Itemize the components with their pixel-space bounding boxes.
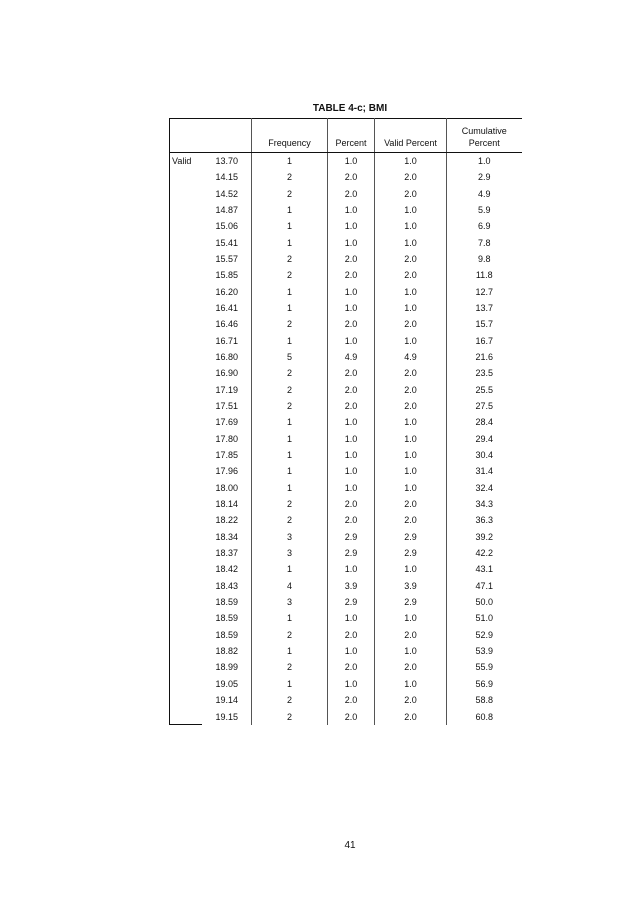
bmi-value: 18.42 [202, 561, 252, 577]
valid-percent-cell: 2.0 [375, 267, 447, 283]
frequency-cell: 1 [252, 643, 328, 659]
frequency-cell: 2 [252, 512, 328, 528]
percent-cell: 1.0 [328, 284, 375, 300]
table-row [170, 333, 522, 349]
cumulative-percent-cell: 4.9 [477, 188, 491, 199]
frequency-cell: 2 [252, 365, 328, 381]
frequency-cell: 3 [252, 594, 328, 610]
header-group [170, 119, 202, 153]
percent-cell: 2.0 [328, 169, 375, 185]
cumulative-percent-cell: 13.7 [475, 303, 494, 314]
cumulative-percent-cell: 36.3 [475, 515, 494, 526]
bmi-value: 18.99 [202, 659, 252, 675]
percent-cell: 2.0 [328, 398, 375, 414]
row-group-label [170, 610, 202, 626]
valid-percent-cell: 2.0 [375, 251, 447, 267]
cumulative-percent-cell: 30.4 [475, 450, 494, 461]
row-group-label [170, 643, 202, 659]
valid-percent-cell: 2.0 [375, 512, 447, 528]
cumulative-percent-cell: 16.7 [475, 335, 494, 346]
frequency-cell: 1 [252, 447, 328, 463]
table-row [170, 496, 522, 512]
row-group-label [170, 692, 202, 708]
bmi-value: 18.37 [202, 545, 252, 561]
row-group-label [170, 300, 202, 316]
table-row [170, 153, 522, 170]
percent-cell: 1.0 [328, 463, 375, 479]
bmi-value: 18.34 [202, 529, 252, 545]
row-group-label [170, 496, 202, 512]
cumulative-percent-cell: 42.2 [475, 548, 494, 559]
bmi-value: 19.15 [202, 708, 252, 725]
cumulative-percent-cell: 52.9 [475, 629, 494, 640]
valid-percent-cell: 1.0 [375, 561, 447, 577]
bmi-value: 18.22 [202, 512, 252, 528]
bmi-value: 15.57 [202, 251, 252, 267]
table-row [170, 349, 522, 365]
table-row [170, 431, 522, 447]
cumulative-percent-cell: 15.7 [475, 319, 494, 330]
valid-percent-cell: 1.0 [375, 333, 447, 349]
percent-cell: 2.0 [328, 512, 375, 528]
valid-percent-cell: 2.0 [375, 398, 447, 414]
cumulative-percent-cell: 55.9 [475, 662, 494, 673]
table-row [170, 316, 522, 332]
percent-cell: 2.0 [328, 267, 375, 283]
header-percent: Percent [328, 119, 375, 153]
frequency-table [169, 118, 522, 725]
valid-percent-cell: 2.0 [375, 365, 447, 381]
header-valid-percent: Valid Percent [375, 119, 447, 153]
table-row [170, 202, 522, 218]
valid-percent-cell: 1.0 [375, 153, 447, 170]
bmi-value: 15.41 [202, 235, 252, 251]
cumulative-percent-cell: 25.5 [475, 384, 494, 395]
table-row [170, 676, 522, 692]
valid-percent-cell: 2.0 [375, 627, 447, 643]
frequency-cell: 1 [252, 153, 328, 170]
percent-cell: 1.0 [328, 480, 375, 496]
percent-cell: 2.0 [328, 708, 375, 725]
valid-percent-cell: 2.9 [375, 529, 447, 545]
bmi-value: 16.80 [202, 349, 252, 365]
frequency-cell: 1 [252, 284, 328, 300]
percent-cell: 2.9 [328, 529, 375, 545]
table-title: TABLE 4-c; BMI [312, 103, 388, 114]
bmi-value: 17.96 [202, 463, 252, 479]
row-group-label [170, 594, 202, 610]
frequency-cell: 1 [252, 333, 328, 349]
frequency-cell: 2 [252, 186, 328, 202]
table-row [170, 594, 522, 610]
row-group-label [170, 414, 202, 430]
frequency-cell: 2 [252, 169, 328, 185]
row-group-label [170, 480, 202, 496]
percent-cell: 2.0 [328, 627, 375, 643]
bmi-value: 17.51 [202, 398, 252, 414]
bmi-value: 17.85 [202, 447, 252, 463]
bmi-value: 17.69 [202, 414, 252, 430]
row-group-label [170, 316, 202, 332]
valid-percent-cell: 3.9 [375, 578, 447, 594]
row-group-label [170, 627, 202, 643]
frequency-cell: 2 [252, 708, 328, 725]
valid-percent-cell: 1.0 [375, 447, 447, 463]
cumulative-percent-cell: 5.9 [477, 205, 491, 216]
cumulative-percent-cell: 28.4 [475, 417, 494, 428]
row-group-label [170, 708, 202, 725]
cumulative-percent-cell: 29.4 [475, 433, 494, 444]
cumulative-percent-cell: 21.6 [475, 352, 494, 363]
cumulative-percent-cell: 51.0 [475, 613, 494, 624]
valid-percent-cell: 1.0 [375, 610, 447, 626]
percent-cell: 1.0 [328, 235, 375, 251]
cumulative-percent-cell: 2.9 [477, 172, 491, 183]
row-group-label [170, 545, 202, 561]
table-row [170, 300, 522, 316]
bmi-value: 18.59 [202, 610, 252, 626]
row-group-label [170, 365, 202, 381]
percent-cell: 2.9 [328, 594, 375, 610]
header-value [202, 119, 252, 153]
frequency-cell: 1 [252, 431, 328, 447]
valid-percent-cell: 2.9 [375, 545, 447, 561]
row-group-label [170, 398, 202, 414]
bmi-value: 15.06 [202, 218, 252, 234]
percent-cell: 1.0 [328, 561, 375, 577]
bmi-value: 18.82 [202, 643, 252, 659]
frequency-cell: 3 [252, 545, 328, 561]
cumulative-percent-cell: 58.8 [475, 694, 494, 705]
row-group-label [170, 186, 202, 202]
bmi-value: 16.41 [202, 300, 252, 316]
cumulative-percent-cell: 9.8 [477, 254, 491, 265]
table-row [170, 414, 522, 430]
bmi-value: 15.85 [202, 267, 252, 283]
table-row [170, 659, 522, 675]
valid-percent-cell: 2.0 [375, 692, 447, 708]
bmi-value: 17.19 [202, 382, 252, 398]
cumulative-percent-cell: 12.7 [475, 286, 494, 297]
row-group-label [170, 512, 202, 528]
bmi-value: 16.46 [202, 316, 252, 332]
table-row [170, 512, 522, 528]
row-group-label [170, 561, 202, 577]
percent-cell: 1.0 [328, 414, 375, 430]
table-row [170, 708, 522, 725]
valid-percent-cell: 1.0 [375, 431, 447, 447]
percent-cell: 2.0 [328, 496, 375, 512]
bmi-value: 17.80 [202, 431, 252, 447]
cumulative-percent-cell: 23.5 [475, 368, 494, 379]
cumulative-percent-cell: 27.5 [475, 401, 494, 412]
percent-cell: 2.0 [328, 692, 375, 708]
valid-percent-cell: 1.0 [375, 676, 447, 692]
cumulative-percent-cell: 47.1 [475, 580, 494, 591]
table-row [170, 186, 522, 202]
header-cumulative-percent: Cumulative Percent [447, 119, 522, 153]
frequency-cell: 4 [252, 578, 328, 594]
percent-cell: 1.0 [328, 300, 375, 316]
percent-cell: 4.9 [328, 349, 375, 365]
frequency-cell: 2 [252, 627, 328, 643]
valid-percent-cell: 2.0 [375, 382, 447, 398]
percent-cell: 2.0 [328, 186, 375, 202]
frequency-cell: 1 [252, 218, 328, 234]
valid-percent-cell: 1.0 [375, 202, 447, 218]
bmi-value: 18.59 [202, 627, 252, 643]
row-group-label [170, 349, 202, 365]
cumulative-percent-cell: 32.4 [475, 482, 494, 493]
row-group-label [170, 169, 202, 185]
percent-cell: 1.0 [328, 202, 375, 218]
table-row [170, 545, 522, 561]
table-row [170, 627, 522, 643]
cumulative-percent-cell: 53.9 [475, 646, 494, 656]
percent-cell: 1.0 [328, 610, 375, 626]
table-row [170, 398, 522, 414]
table-row [170, 447, 522, 463]
table-row [170, 561, 522, 577]
bmi-value: 18.59 [202, 594, 252, 610]
valid-percent-cell: 1.0 [375, 235, 447, 251]
cumulative-percent-cell: 34.3 [475, 499, 494, 510]
row-group-label [170, 529, 202, 545]
cumulative-percent-cell: 1.0 [477, 156, 491, 167]
table-row [170, 251, 522, 267]
table-row [170, 218, 522, 234]
frequency-cell: 2 [252, 316, 328, 332]
frequency-cell: 1 [252, 300, 328, 316]
bmi-value: 19.14 [202, 692, 252, 708]
cumulative-percent-cell: 50.0 [475, 597, 494, 608]
frequency-cell: 5 [252, 349, 328, 365]
frequency-cell: 2 [252, 267, 328, 283]
frequency-cell: 1 [252, 463, 328, 479]
table-row [170, 463, 522, 479]
row-group-label [170, 659, 202, 675]
table-row [170, 578, 522, 594]
percent-cell: 2.0 [328, 316, 375, 332]
row-group-label [170, 267, 202, 283]
valid-percent-cell: 4.9 [375, 349, 447, 365]
valid-percent-cell: 2.0 [375, 708, 447, 725]
percent-cell: 2.0 [328, 251, 375, 267]
frequency-cell: 1 [252, 610, 328, 626]
frequency-cell: 2 [252, 251, 328, 267]
percent-cell: 1.0 [328, 447, 375, 463]
row-group-label [170, 463, 202, 479]
frequency-cell: 2 [252, 659, 328, 675]
table-row [170, 235, 522, 251]
frequency-cell: 1 [252, 561, 328, 577]
cumulative-percent-cell: 7.8 [477, 237, 491, 248]
table-row [170, 267, 522, 283]
table-row [170, 284, 522, 300]
table-row [170, 365, 522, 381]
percent-cell: 1.0 [328, 153, 375, 170]
bmi-value: 19.05 [202, 676, 252, 692]
valid-percent-cell: 1.0 [375, 300, 447, 316]
valid-percent-cell: 1.0 [375, 284, 447, 300]
percent-cell: 2.0 [328, 365, 375, 381]
frequency-cell: 1 [252, 202, 328, 218]
valid-percent-cell: 1.0 [375, 643, 447, 659]
row-group-label [170, 218, 202, 234]
bmi-value: 16.90 [202, 365, 252, 381]
cumulative-percent-cell: 39.2 [475, 531, 494, 542]
row-group-label [170, 202, 202, 218]
row-group-label [170, 431, 202, 447]
valid-percent-cell: 2.0 [375, 316, 447, 332]
frequency-cell: 2 [252, 382, 328, 398]
row-group-label [170, 251, 202, 267]
row-group-label [170, 578, 202, 594]
valid-percent-cell: 2.0 [375, 169, 447, 185]
row-group-label [170, 382, 202, 398]
frequency-cell: 1 [252, 235, 328, 251]
bmi-value: 16.71 [202, 333, 252, 349]
row-group-label: Valid [170, 153, 202, 170]
row-group-label [170, 447, 202, 463]
table-row [170, 529, 522, 545]
valid-percent-cell: 1.0 [375, 480, 447, 496]
valid-percent-cell: 2.9 [375, 594, 447, 610]
bmi-value: 14.15 [202, 169, 252, 185]
valid-percent-cell: 1.0 [375, 218, 447, 234]
percent-cell: 1.0 [328, 218, 375, 234]
table-row [170, 480, 522, 496]
bmi-value: 18.43 [202, 578, 252, 594]
bmi-value: 18.14 [202, 496, 252, 512]
header-frequency: Frequency [252, 119, 328, 153]
bmi-value: 18.00 [202, 480, 252, 496]
percent-cell: 3.9 [328, 578, 375, 594]
percent-cell: 2.0 [328, 659, 375, 675]
bmi-value: 16.20 [202, 284, 252, 300]
valid-percent-cell: 2.0 [375, 186, 447, 202]
cumulative-percent-cell: 6.9 [477, 221, 491, 232]
valid-percent-cell: 1.0 [375, 414, 447, 430]
table-body [170, 153, 522, 725]
table-row [170, 692, 522, 708]
valid-percent-cell: 2.0 [375, 496, 447, 512]
cumulative-percent-cell: 43.1 [475, 564, 494, 575]
frequency-cell: 1 [252, 480, 328, 496]
row-group-label [170, 676, 202, 692]
table-row [170, 382, 522, 398]
frequency-cell: 3 [252, 529, 328, 545]
percent-cell: 1.0 [328, 431, 375, 447]
percent-cell: 2.9 [328, 545, 375, 561]
frequency-cell: 2 [252, 692, 328, 708]
percent-cell: 1.0 [328, 643, 375, 659]
cumulative-percent-cell: 56.9 [475, 678, 494, 689]
percent-cell: 1.0 [328, 333, 375, 349]
bmi-value: 13.70 [202, 153, 252, 170]
bmi-value: 14.87 [202, 202, 252, 218]
cumulative-percent-cell: 11.8 [475, 270, 493, 281]
row-group-label [170, 284, 202, 300]
frequency-cell: 2 [252, 496, 328, 512]
table-header-row [170, 119, 522, 153]
table-row [170, 169, 522, 185]
frequency-cell: 2 [252, 398, 328, 414]
percent-cell: 1.0 [328, 676, 375, 692]
percent-cell: 2.0 [328, 382, 375, 398]
frequency-cell: 1 [252, 676, 328, 692]
bmi-value: 14.52 [202, 186, 252, 202]
frequency-cell: 1 [252, 414, 328, 430]
table-row [170, 643, 522, 659]
row-group-label [170, 333, 202, 349]
table-row [170, 610, 522, 626]
row-group-label [170, 235, 202, 251]
page-number: 41 [344, 840, 356, 851]
cumulative-percent-cell: 31.4 [475, 466, 494, 477]
valid-percent-cell: 2.0 [375, 659, 447, 675]
cumulative-percent-cell: 60.8 [475, 711, 494, 722]
valid-percent-cell: 1.0 [375, 463, 447, 479]
